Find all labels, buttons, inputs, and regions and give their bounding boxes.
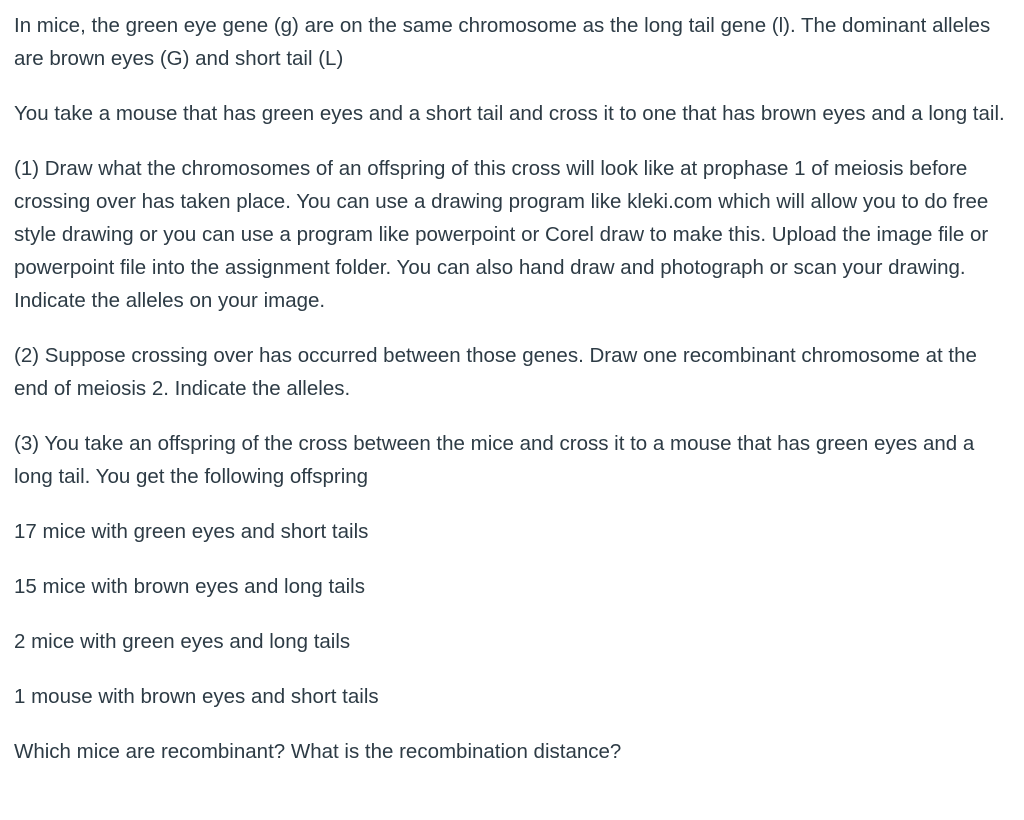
final-question-paragraph: Which mice are recombinant? What is the recombination distance? xyxy=(14,740,622,763)
offspring-result-brown-short: 1 mouse with brown eyes and short tails xyxy=(14,685,379,708)
question-1-paragraph: (1) Draw what the chromosomes of an offspring of this cross will look like at prophase 1 of meiosis before crossing over has taken place. You can use a drawing program like kleki.com which will allow you to do free style drawing or you can use a program like powerpoint or Corel draw to make this. Upload the image file or powerpoint file into the assignment folder. You can also hand draw and photograph or scan your drawing. Indicate the alleles on your image. xyxy=(14,157,989,312)
question-3-paragraph: (3) You take an offspring of the cross between the mice and cross it to a mouse that has green eyes and a long tail. You get the following offspring xyxy=(14,432,975,488)
offspring-result-brown-long: 15 mice with brown eyes and long tails xyxy=(14,575,365,598)
offspring-result-green-short: 17 mice with green eyes and short tails xyxy=(14,520,369,543)
question-2-paragraph: (2) Suppose crossing over has occurred between those genes. Draw one recombinant chromosome at the end of meiosis 2. Indicate the alleles. xyxy=(14,344,977,400)
question-document xyxy=(14,9,1012,790)
offspring-result-green-long: 2 mice with green eyes and long tails xyxy=(14,630,351,653)
intro-paragraph: In mice, the green eye gene (g) are on the same chromosome as the long tail gene (l). The dominant alleles are brown eyes (G) and short tail (L) xyxy=(14,14,991,70)
cross-description-paragraph: You take a mouse that has green eyes and a short tail and cross it to one that has brown eyes and a long tail. xyxy=(14,102,1005,125)
